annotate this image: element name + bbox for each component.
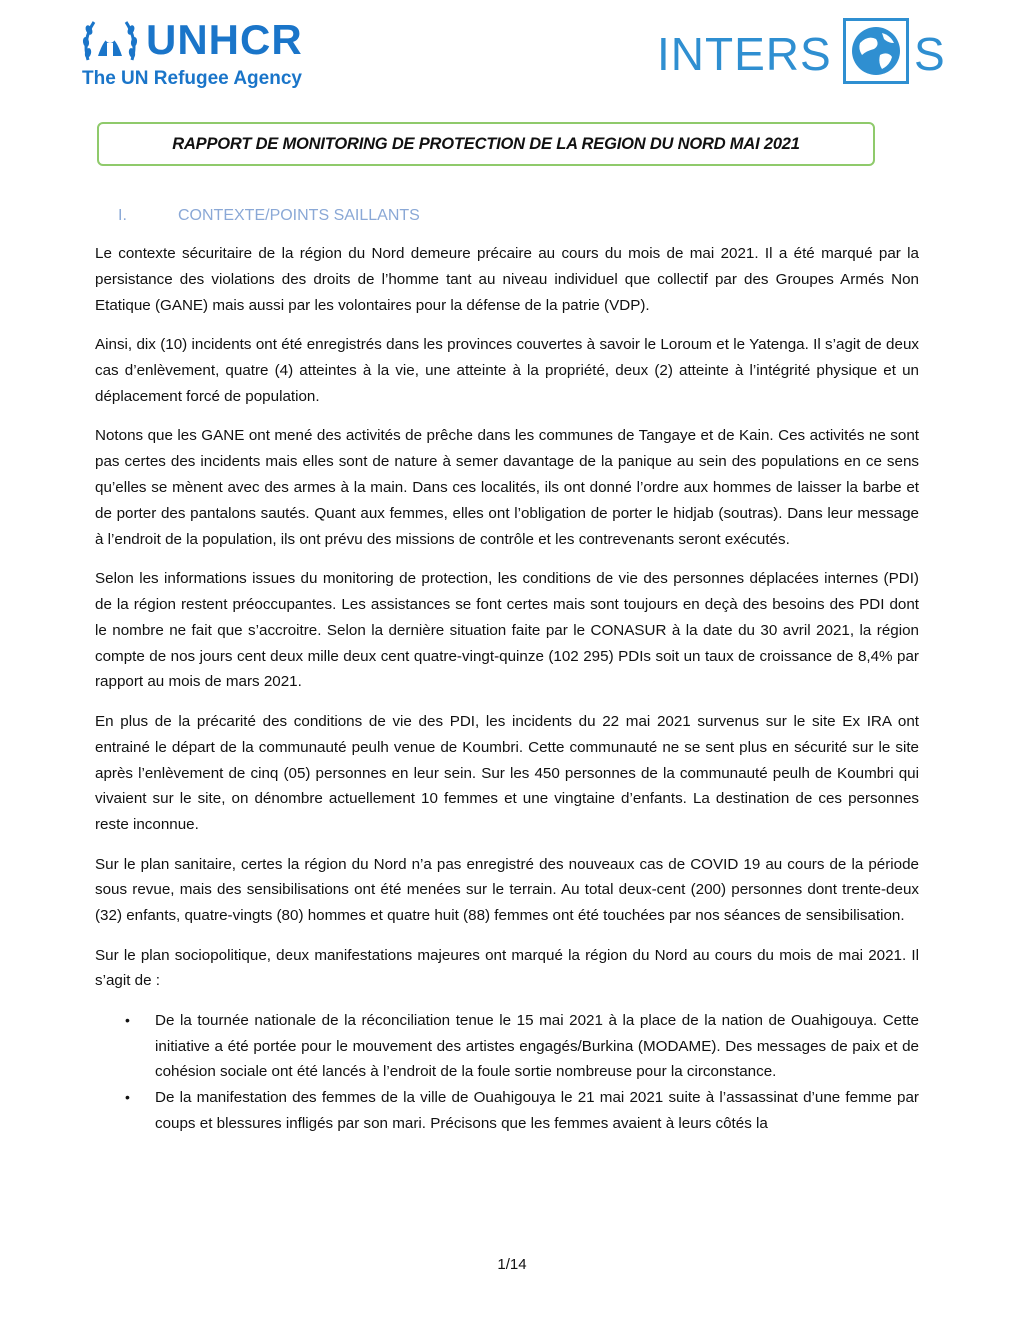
intersos-wordmark-left: INTERS <box>657 28 832 80</box>
bullet-icon: • <box>125 1011 130 1028</box>
section-title: CONTEXTE/POINTS SAILLANTS <box>178 207 420 224</box>
document-body <box>95 241 919 1137</box>
globe-icon <box>846 21 906 81</box>
page-number: 1/14 <box>497 1256 527 1273</box>
paragraph: Selon les informations issues du monitoring de protection, les conditions de vie des personnes déplacées internes (PDI) de la région restent préoccupantes. Les assistances se font certes mais sont toujours en deçà des besoins des PDI dont le nombre ne fait que s’accroitre. Selon la dernière situation faite par le CONASUR à la date du 30 avril 2021, la région compte de nos jours cent deux mille deux cent quatre-vingt-quinze (102 295) PDIs soit un taux de croissance de 8,4% par rapport au mois de mars 2021. <box>95 569 919 691</box>
bullet-item <box>95 1085 919 1137</box>
paragraph: Sur le plan sanitaire, certes la région du Nord n’a pas enregistré des nouveaux cas de COVID 19 au cours de la période sous revue, mais des sensibilisations ont été menées sur le terrain. Au total deux-cent (200) personnes dont trente-deux (32) enfants, quatre-vingts (80) hommes et quatre huit (88) femmes ont été touchées par nos séances de sensibilisation. <box>95 855 919 925</box>
bullet-list <box>95 1008 919 1138</box>
bullet-icon: • <box>125 1089 130 1106</box>
unhcr-logo <box>80 12 350 92</box>
page-header <box>0 0 1024 100</box>
report-title-box <box>97 122 875 166</box>
paragraph: Ainsi, dix (10) incidents ont été enregistrés dans les provinces couvertes à savoir le Loroum et le Yatenga. Il s’agit de deux cas d’enlèvement, quatre (4) atteintes à la vie, une atteinte à la propriété, deux (2) atteinte à l’intégrité physique et un déplacement forcé de population. <box>95 336 919 405</box>
section-heading <box>118 207 420 225</box>
section-number: I. <box>118 207 127 224</box>
intersos-logo <box>657 18 957 90</box>
unhcr-tagline: The UN Refugee Agency <box>82 68 302 89</box>
paragraph: Notons que les GANE ont mené des activités de prêche dans les communes de Tangaye et de Kain. Ces activités ne sont pas certes des incidents mais elles sont de nature à semer davantage de la panique au sein des populations en ce sens qu’elles se mènent avec des armes à la main. Dans ces localités, ils ont donné l’ordre aux hommes de laisser la barbe et de porter des pantalons sautés. Quant aux femmes, elles ont l’obligation de porter le hidjab (soutras). Dans leur message à l’endroit de la population, ils ont prévu des missions de contrôle et les contrevenants seront exécutés. <box>95 427 919 548</box>
globe-icon-frame <box>843 18 909 84</box>
intersos-wordmark-right: S <box>914 28 946 80</box>
report-title: RAPPORT DE MONITORING DE PROTECTION DE LA REGION DU NORD MAI 2021 <box>172 134 800 153</box>
paragraph: En plus de la précarité des conditions de vie des PDI, les incidents du 22 mai 2021 survenus sur le site Ex IRA ont entrainé le départ de la communauté peulh venue de Koumbri. Cette communauté ne se sent plus en sécurité sur le site après l’enlèvement de cinq (05) personnes en leur sein. Sur les 450 personnes de la communauté peulh de Koumbri qui vivaient sur le site, on dénombre actuellement 10 femmes et une vingtaine d’enfants. La destination de ces personnes reste inconnue. <box>95 712 919 834</box>
bullet-text: De la manifestation des femmes de la ville de Ouahigouya le 21 mai 2021 suite à l’assassinat d’une femme par coups et blessures infligés par son mari. Précisons que les femmes avaient à leurs côtés la <box>155 1089 919 1133</box>
paragraph: Le contexte sécuritaire de la région du Nord demeure précaire au cours du mois de mai 2021. Il a été marqué par la persistance des violations des droits de l’homme tant au niveau individuel que collectif par des Groupes Armés Non Etatique (GANE) mais aussi par les volontaires pour la défense de la patrie (VDP). <box>95 245 919 314</box>
paragraph: Sur le plan sociopolitique, deux manifestations majeures ont marqué la région du Nord au cours du mois de mai 2021. Il s’agit de : <box>95 946 919 990</box>
bullet-text: De la tournée nationale de la réconciliation tenue le 15 mai 2021 à la place de la nation de Ouahigouya. Cette initiative a été portée pour le mouvement des artistes engagés/Burkina (MODAME). Des messages de paix et de cohésion sociale ont été lancés à l’endroit de la foule sortie nombreuse pour la circonstance. <box>155 1011 919 1081</box>
bullet-item <box>95 1008 919 1086</box>
unhcr-emblem-icon <box>80 16 140 66</box>
unhcr-wordmark: UNHCR <box>146 16 303 63</box>
